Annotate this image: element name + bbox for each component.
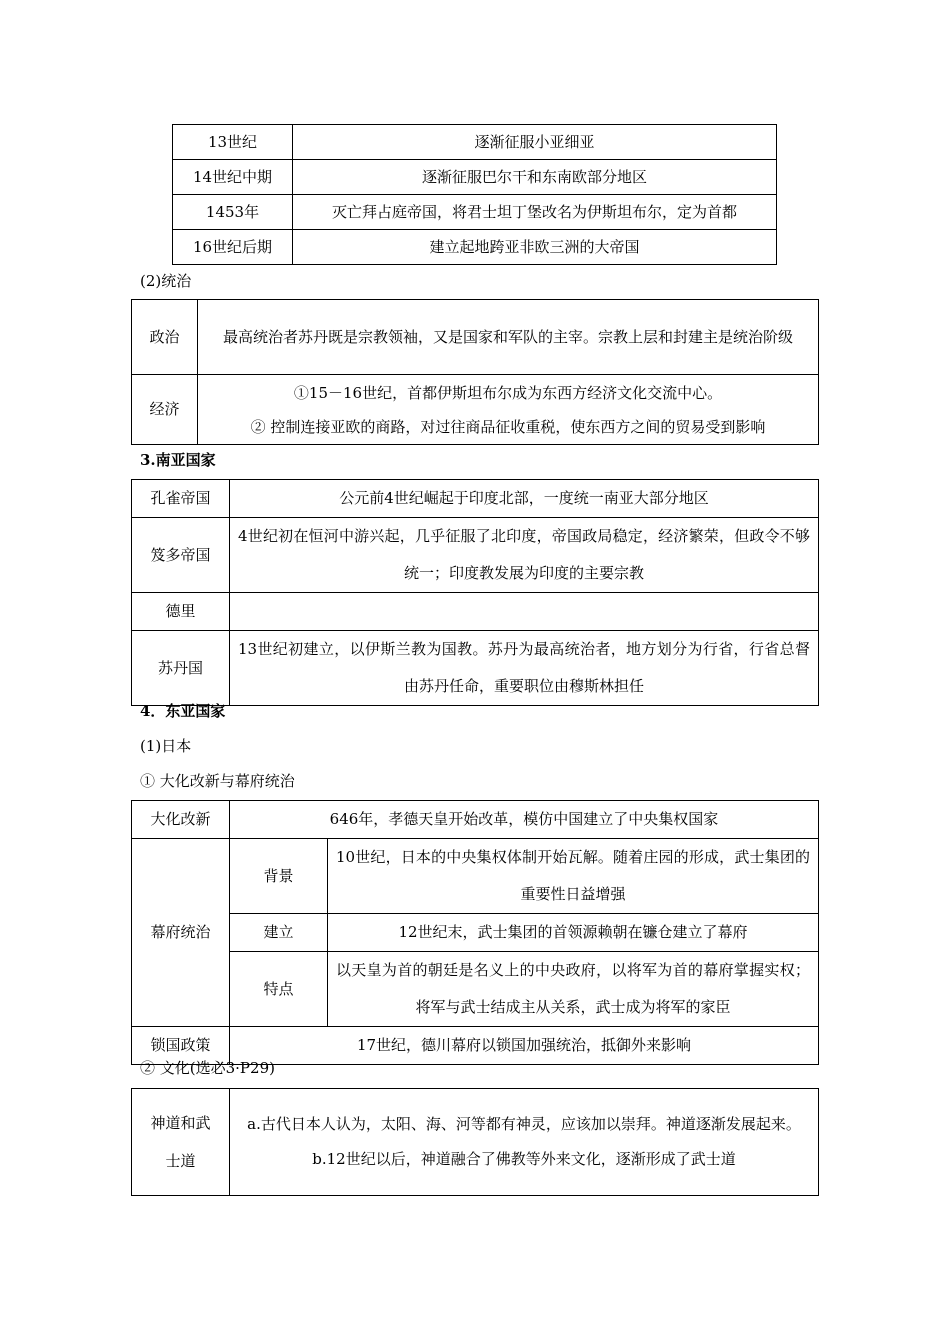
culture-text xyxy=(230,1089,819,1196)
japan-table xyxy=(131,800,819,1065)
event-cell: 逐渐征服小亚细亚 xyxy=(293,125,777,160)
event-cell: 灭亡拜占庭帝国，将君士坦丁堡改名为伊斯坦布尔，定为首都 xyxy=(293,195,777,230)
event-cell: 逐渐征服巴尔干和东南欧部分地区 xyxy=(293,160,777,195)
east-asia-heading: 4．东亚国家 xyxy=(140,702,226,720)
state-name: 笈多帝国 xyxy=(132,518,230,593)
features-label: 特点 xyxy=(230,952,328,1027)
culture-table xyxy=(131,1088,819,1196)
period-cell: 1453年 xyxy=(173,195,293,230)
table-row xyxy=(132,839,819,914)
period-cell: 14世纪中期 xyxy=(173,160,293,195)
japan-heading: (1)日本 xyxy=(140,737,192,755)
culture-line-a: a.古代日本人认为，太阳、海、河等都有神灵，应该加以崇拜。神道逐渐发展起来。 xyxy=(247,1115,801,1133)
ottoman-rule-table xyxy=(131,299,819,445)
state-name: 苏丹国 xyxy=(132,631,230,706)
background-text: 10世纪，日本的中央集权体制开始瓦解。随着庄园的形成，武士集团的重要性日益增强 xyxy=(328,839,819,914)
table-row xyxy=(173,230,777,265)
founding-text: 12世纪末，武士集团的首领源赖朝在镰仓建立了幕府 xyxy=(328,914,819,952)
background-label: 背景 xyxy=(230,839,328,914)
period-cell: 16世纪后期 xyxy=(173,230,293,265)
seclusion-text: 17世纪，德川幕府以锁国加强统治，抵御外来影响 xyxy=(230,1027,819,1065)
bakufu-label: 幕府统治 xyxy=(132,839,230,1027)
state-text: 13世纪初建立，以伊斯兰教为国教。苏丹为最高统治者，地方划分为行省，行省总督由苏丹任命，重要职位由穆斯林担任 xyxy=(230,631,819,706)
south-asia-table xyxy=(131,479,819,706)
table-row xyxy=(173,125,777,160)
state-name: 德里 xyxy=(132,593,230,631)
table-row xyxy=(132,631,819,706)
period-cell: 13世纪 xyxy=(173,125,293,160)
state-name: 孔雀帝国 xyxy=(132,480,230,518)
state-text: 4世纪初在恒河中游兴起，几乎征服了北印度，帝国政局稳定，经济繁荣，但政令不够统一；印度教发展为印度的主要宗教 xyxy=(230,518,819,593)
politics-text: 最高统治者苏丹既是宗教领袖，又是国家和军队的主宰。宗教上层和封建主是统治阶级 xyxy=(198,300,819,375)
table-row xyxy=(132,1089,819,1196)
state-text xyxy=(230,593,819,631)
japan-subheading-2: ② 文化(选必3·P29) xyxy=(140,1059,275,1077)
features-text: 以天皇为首的朝廷是名义上的中央政府，以将军为首的幕府掌握实权；将军与武士结成主从关系，武士成为将军的家臣 xyxy=(328,952,819,1027)
table-row xyxy=(173,195,777,230)
table-row xyxy=(132,801,819,839)
table-row xyxy=(132,952,819,1027)
table-row xyxy=(132,593,819,631)
table-row xyxy=(132,375,819,445)
culture-label: 神道和武士道 xyxy=(132,1089,230,1196)
south-asia-heading: 3.南亚国家 xyxy=(140,451,216,469)
event-cell: 建立起地跨亚非欧三洲的大帝国 xyxy=(293,230,777,265)
culture-line-b: b.12世纪以后，神道融合了佛教等外来文化，逐渐形成了武士道 xyxy=(312,1150,736,1168)
economy-line-1: ①15－16世纪，首都伊斯坦布尔成为东西方经济文化交流中心。 xyxy=(293,383,723,402)
taika-text: 646年，孝德天皇开始改革，模仿中国建立了中央集权国家 xyxy=(230,801,819,839)
japan-subheading-1: ① 大化改新与幕府统治 xyxy=(140,772,295,790)
table-row xyxy=(132,480,819,518)
economy-text xyxy=(198,375,819,445)
ottoman-expansion-table xyxy=(172,124,777,265)
founding-label: 建立 xyxy=(230,914,328,952)
table-row xyxy=(132,300,819,375)
table-row xyxy=(132,518,819,593)
politics-label: 政治 xyxy=(132,300,198,375)
table-row xyxy=(132,914,819,952)
rule-heading: (2)统治 xyxy=(140,272,192,290)
economy-label: 经济 xyxy=(132,375,198,445)
seclusion-label: 锁国政策 xyxy=(132,1027,230,1065)
economy-line-2: ② 控制连接亚欧的商路，对过往商品征收重税，使东西方之间的贸易受到影响 xyxy=(250,417,766,436)
table-row xyxy=(173,160,777,195)
state-text: 公元前4世纪崛起于印度北部，一度统一南亚大部分地区 xyxy=(230,480,819,518)
taika-label: 大化改新 xyxy=(132,801,230,839)
